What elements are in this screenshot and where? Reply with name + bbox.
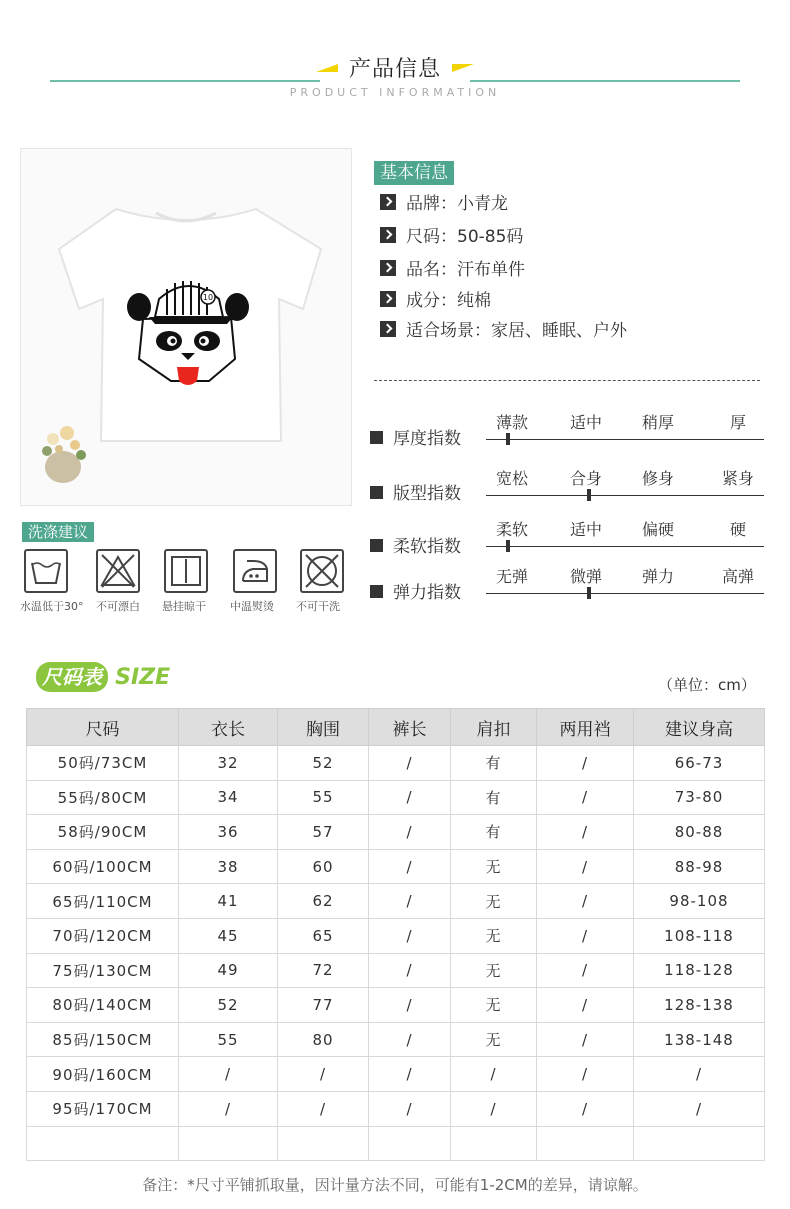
index-label-text: 弹力指数 — [393, 583, 461, 603]
wash-label: 中温熨烫 — [230, 600, 274, 613]
table-cell: 128-138 — [634, 988, 765, 1023]
table-cell: 72 — [278, 953, 369, 988]
table-cell: 77 — [278, 988, 369, 1023]
table-cell: 57 — [278, 815, 369, 850]
column-header: 裤长 — [369, 709, 451, 746]
table-cell: 无 — [451, 988, 537, 1023]
cap-number: 10 — [202, 293, 214, 302]
table-cell: 98-108 — [634, 884, 765, 919]
table-cell: 无 — [451, 849, 537, 884]
index-label-text: 柔软指数 — [393, 537, 461, 557]
info-item — [380, 225, 523, 249]
table-cell: 有 — [451, 815, 537, 850]
table-cell — [179, 1126, 278, 1161]
table-cell: / — [537, 1022, 634, 1057]
table-cell: 41 — [179, 884, 278, 919]
wash-label: 不可干洗 — [296, 600, 340, 613]
table-cell: 80-88 — [634, 815, 765, 850]
index-option: 柔软 — [495, 520, 528, 539]
unit-label: （单位：cm） — [658, 676, 756, 694]
basic-info-badge: 基本信息 — [374, 161, 454, 185]
table-cell: / — [537, 918, 634, 953]
table-row — [27, 1126, 765, 1161]
index-scale-line — [486, 495, 764, 496]
index-scale-line — [486, 439, 764, 440]
no-dry-clean-icon — [300, 549, 344, 593]
table-cell: 85码/150CM — [27, 1022, 179, 1057]
table-cell: 52 — [278, 746, 369, 781]
index-option: 厚 — [729, 413, 746, 432]
index-option: 合身 — [569, 469, 602, 488]
table-row — [27, 918, 765, 953]
table-cell: 65码/110CM — [27, 884, 179, 919]
index-option: 偏硬 — [641, 520, 674, 539]
index-option: 适中 — [569, 520, 602, 539]
index-level-marker — [506, 433, 510, 445]
index-option: 修身 — [641, 469, 674, 488]
index-label — [370, 424, 461, 449]
table-cell: 49 — [179, 953, 278, 988]
info-text: 适合场景：家居、睡眠、户外 — [406, 321, 627, 341]
table-cell: 108-118 — [634, 918, 765, 953]
index-option: 宽松 — [495, 469, 528, 488]
table-cell — [537, 1126, 634, 1161]
table-cell: 34 — [179, 780, 278, 815]
table-cell — [278, 1126, 369, 1161]
table-cell: 45 — [179, 918, 278, 953]
table-cell: / — [369, 918, 451, 953]
iron-medium-icon — [233, 549, 277, 593]
index-label-text: 版型指数 — [393, 484, 461, 504]
column-header: 尺码 — [27, 709, 179, 746]
page-subtitle: PRODUCT INFORMATION — [289, 86, 501, 99]
table-cell: 60码/100CM — [27, 849, 179, 884]
table-row — [27, 1022, 765, 1057]
table-cell: 32 — [179, 746, 278, 781]
size-note: 备注：*尺寸平铺抓取量，因计量方法不同，可能有1-2CM的差异，请谅解。 — [142, 1176, 648, 1194]
product-image — [20, 148, 352, 506]
column-header: 胸围 — [278, 709, 369, 746]
arrow-icon — [380, 291, 396, 307]
table-row — [27, 884, 765, 919]
table-cell: / — [451, 1091, 537, 1126]
table-cell: 118-128 — [634, 953, 765, 988]
table-cell: 36 — [179, 815, 278, 850]
table-cell: / — [369, 815, 451, 850]
table-cell: 62 — [278, 884, 369, 919]
table-cell — [451, 1126, 537, 1161]
table-cell: 有 — [451, 780, 537, 815]
column-header: 肩扣 — [451, 709, 537, 746]
table-cell: 58码/90CM — [27, 815, 179, 850]
table-cell: 38 — [179, 849, 278, 884]
index-scale-line — [486, 546, 764, 547]
table-cell — [27, 1126, 179, 1161]
table-row — [27, 1057, 765, 1092]
index-option: 微弹 — [569, 567, 602, 586]
index-label-text: 厚度指数 — [393, 429, 461, 449]
table-cell: / — [369, 884, 451, 919]
table-cell: / — [537, 815, 634, 850]
index-label — [370, 479, 461, 504]
index-level-marker — [506, 540, 510, 552]
index-option: 紧身 — [721, 469, 754, 488]
table-cell: 无 — [451, 953, 537, 988]
table-cell: / — [451, 1057, 537, 1092]
wash-badge: 洗涤建议 — [22, 522, 94, 542]
index-scale-line — [486, 593, 764, 594]
table-cell: / — [537, 1091, 634, 1126]
table-cell: 55码/80CM — [27, 780, 179, 815]
square-bullet-icon — [370, 539, 383, 552]
table-row — [27, 988, 765, 1023]
table-cell: 66-73 — [634, 746, 765, 781]
index-option: 薄款 — [495, 413, 528, 432]
arrow-icon — [380, 321, 396, 337]
table-cell: / — [369, 1057, 451, 1092]
table-cell: 52 — [179, 988, 278, 1023]
index-level-marker — [587, 489, 591, 501]
arrow-icon — [380, 194, 396, 210]
table-cell: / — [179, 1057, 278, 1092]
wash-label: 水温低于30° — [20, 600, 84, 613]
page-title: 产品信息 — [348, 57, 441, 82]
index-level-marker — [587, 587, 591, 599]
column-header: 两用裆 — [537, 709, 634, 746]
info-text: 尺码：50-85码 — [406, 227, 524, 247]
table-row — [27, 1091, 765, 1126]
table-cell — [634, 1126, 765, 1161]
table-cell: 50码/73CM — [27, 746, 179, 781]
index-option: 高弹 — [721, 567, 754, 586]
table-row — [27, 849, 765, 884]
table-cell: / — [369, 1091, 451, 1126]
table-cell: / — [179, 1091, 278, 1126]
table-cell: 90码/160CM — [27, 1057, 179, 1092]
table-cell: 80码/140CM — [27, 988, 179, 1023]
table-cell: / — [537, 988, 634, 1023]
table-cell: / — [634, 1057, 765, 1092]
table-cell: / — [537, 849, 634, 884]
table-cell — [369, 1126, 451, 1161]
table-cell: / — [634, 1091, 765, 1126]
table-row — [27, 746, 765, 781]
table-cell: 60 — [278, 849, 369, 884]
wash-label: 不可漂白 — [96, 600, 140, 613]
divider — [374, 380, 760, 381]
table-cell: 无 — [451, 918, 537, 953]
arrow-icon — [380, 227, 396, 243]
wash-30-icon — [24, 549, 68, 593]
table-row — [27, 815, 765, 850]
size-logo-en: SIZE — [115, 665, 171, 690]
table-cell: 95码/170CM — [27, 1091, 179, 1126]
info-item — [380, 192, 508, 216]
square-bullet-icon — [370, 431, 383, 444]
table-cell: 80 — [278, 1022, 369, 1057]
table-cell: 无 — [451, 1022, 537, 1057]
wash-label: 悬挂晾干 — [162, 600, 206, 613]
table-cell: 88-98 — [634, 849, 765, 884]
table-cell: 55 — [179, 1022, 278, 1057]
table-cell: / — [537, 884, 634, 919]
table-cell: 有 — [451, 746, 537, 781]
size-logo-cn: 尺码表 — [36, 662, 108, 692]
column-header: 建议身高 — [634, 709, 765, 746]
table-cell: / — [278, 1057, 369, 1092]
table-row — [27, 780, 765, 815]
table-cell: 75码/130CM — [27, 953, 179, 988]
table-cell: 55 — [278, 780, 369, 815]
table-cell: / — [278, 1091, 369, 1126]
table-cell: 70码/120CM — [27, 918, 179, 953]
index-option: 适中 — [569, 413, 602, 432]
table-header-row — [27, 709, 765, 746]
info-item — [380, 258, 525, 282]
square-bullet-icon — [370, 486, 383, 499]
index-label — [370, 532, 461, 557]
index-option: 稍厚 — [641, 413, 674, 432]
index-option: 弹力 — [641, 567, 674, 586]
table-cell: / — [369, 746, 451, 781]
table-cell: / — [537, 953, 634, 988]
index-label — [370, 578, 461, 603]
info-item — [380, 319, 627, 343]
no-bleach-icon — [96, 549, 140, 593]
arrow-icon — [380, 260, 396, 276]
table-cell: / — [369, 1022, 451, 1057]
table-cell: / — [369, 953, 451, 988]
table-cell: / — [369, 780, 451, 815]
table-cell: / — [537, 780, 634, 815]
index-option: 无弹 — [495, 567, 528, 586]
info-text: 品牌：小青龙 — [406, 194, 508, 214]
info-item — [380, 289, 491, 313]
table-cell: / — [369, 988, 451, 1023]
hang-dry-icon — [164, 549, 208, 593]
column-header: 衣长 — [179, 709, 278, 746]
info-text: 品名：汗布单件 — [406, 260, 525, 280]
table-cell: 138-148 — [634, 1022, 765, 1057]
table-cell: 73-80 — [634, 780, 765, 815]
square-bullet-icon — [370, 585, 383, 598]
table-cell: / — [369, 849, 451, 884]
table-cell: / — [537, 1057, 634, 1092]
size-chart-logo — [36, 662, 170, 692]
info-text: 成分：纯棉 — [406, 291, 491, 311]
table-cell: 无 — [451, 884, 537, 919]
table-cell: 65 — [278, 918, 369, 953]
table-row — [27, 953, 765, 988]
table-cell: / — [537, 746, 634, 781]
size-table — [26, 708, 765, 1161]
index-option: 硬 — [729, 520, 746, 539]
